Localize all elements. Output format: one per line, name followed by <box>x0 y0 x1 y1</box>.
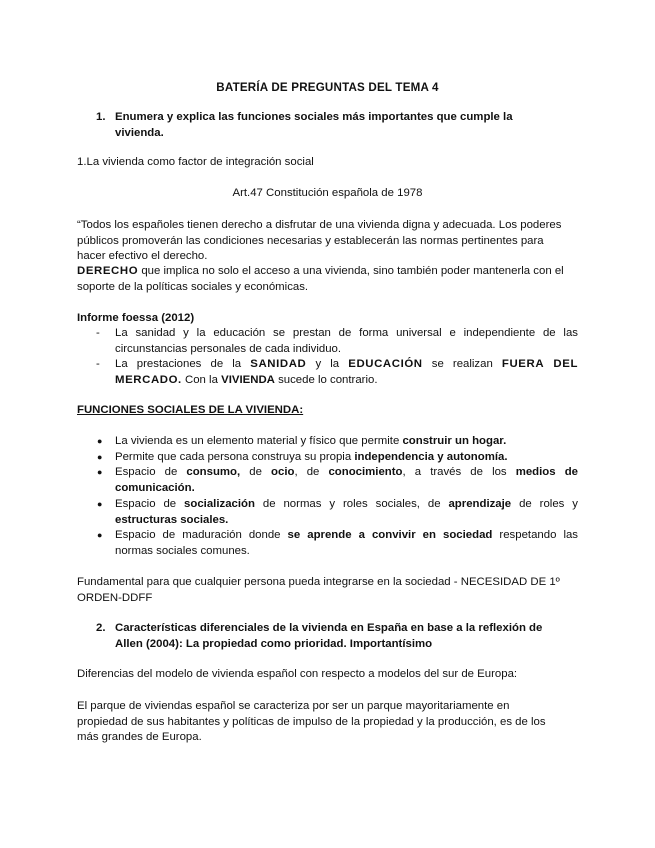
list-item <box>77 528 578 559</box>
list-item-text <box>115 465 578 496</box>
bold-term: construir un hogar. <box>402 435 507 447</box>
text-span: Espacio de <box>115 498 185 510</box>
list-item-text <box>115 528 578 559</box>
list-item <box>77 450 578 466</box>
question-line: Enumera y explica las funciones sociales más importantes que cumple la <box>115 111 513 123</box>
bullet-marker: ● <box>97 436 103 446</box>
question-number: 1. <box>96 111 106 123</box>
quote-paragraph <box>77 218 578 265</box>
bold-term: socialización <box>184 498 255 510</box>
text-line: más grandes de Europa. <box>77 731 202 743</box>
list-item <box>77 434 578 450</box>
dash-marker: - <box>96 327 100 339</box>
question-line: vivienda. <box>115 126 164 139</box>
text-span: y la <box>306 358 349 370</box>
fundamental-paragraph <box>77 575 578 606</box>
text-line <box>115 357 578 373</box>
list-item-text <box>115 357 578 388</box>
dash-marker: - <box>96 358 100 370</box>
text-line <box>115 497 578 513</box>
question-text <box>115 621 565 652</box>
bullet-marker: ● <box>97 467 103 477</box>
bold-term: independencia y autonomía. <box>354 451 508 463</box>
bold-term: VIVIENDA <box>221 373 275 386</box>
bold-term: se aprende a convivir en sociedad <box>287 529 493 541</box>
text-line <box>115 465 578 481</box>
paragraph-diferencias: Diferencias del modelo de vivienda español con respecto a modelos del sur de Europa: <box>77 668 518 680</box>
text-span: que implica no solo el acceso a una vivienda, sino también poder mantenerla con el <box>138 265 564 277</box>
text-span: respetando las <box>492 529 579 541</box>
text-span: , de <box>294 466 329 478</box>
bullet-marker: ● <box>97 530 103 540</box>
bold-term: comunicación. <box>115 481 195 494</box>
list-item <box>77 465 578 496</box>
paragraph-article: Art.47 Constitución española de 1978 <box>232 187 423 199</box>
text-span: La vivienda es un elemento material y físico que permite <box>115 435 403 447</box>
text-span: Espacio de <box>115 466 187 478</box>
derecho-paragraph <box>77 264 578 295</box>
list-item-text <box>115 434 578 450</box>
paragraph-factor: 1.La vivienda como factor de integración social <box>77 156 314 168</box>
question-number: 2. <box>96 622 106 634</box>
text-line: “Todos los españoles tienen derecho a disfrutar de una vivienda digna y adecuada. Los poderes <box>77 219 562 231</box>
page-title: BATERÍA DE PREGUNTAS DEL TEMA 4 <box>216 81 439 94</box>
text-span: , a través de los <box>402 466 516 478</box>
informe-heading: Informe foessa (2012) <box>77 312 195 324</box>
list-item-text <box>115 497 578 528</box>
list-item <box>77 497 578 528</box>
text-span: Con la <box>181 373 222 386</box>
bold-term: ocio <box>271 466 295 478</box>
bold-term: estructuras sociales. <box>115 513 229 526</box>
list-item-text <box>115 450 578 466</box>
text-line: normas sociales comunes. <box>115 544 250 557</box>
list-item <box>77 326 578 357</box>
text-span: Espacio de maduración donde <box>115 529 288 541</box>
bold-term: MERCADO. <box>115 373 182 386</box>
text-span: se realizan <box>422 358 502 370</box>
question-line: Allen (2004): La propiedad como prioridad. Importantísimo <box>115 637 433 650</box>
bold-term: DERECHO <box>77 265 139 277</box>
text-span: de roles y <box>511 498 578 510</box>
text-line: circunstancias personales de cada individuo. <box>115 342 342 355</box>
text-line: públicos promoverán las condiciones necesarias y establecerán las normas pertinentes para <box>77 234 544 247</box>
text-line <box>115 373 578 389</box>
underlined-heading: FUNCIONES SOCIALES DE LA VIVIENDA: <box>77 404 304 416</box>
text-line: ORDEN-DDFF <box>77 591 153 604</box>
bold-term: aprendizaje <box>448 498 512 510</box>
text-line <box>77 264 578 280</box>
bullet-marker: ● <box>97 452 103 462</box>
text-span: de <box>240 466 272 478</box>
text-span: sucede lo contrario. <box>274 373 378 386</box>
text-line <box>115 481 578 497</box>
parque-paragraph <box>77 699 578 746</box>
list-item-text <box>115 326 578 357</box>
question-line: Características diferenciales de la vivienda en España en base a la reflexión de <box>115 622 543 634</box>
text-line: hacer efectivo el derecho. <box>77 250 208 262</box>
text-span: La prestaciones de la <box>115 358 251 370</box>
text-line <box>115 528 578 544</box>
text-span: de normas y roles sociales, de <box>254 498 449 510</box>
text-line: soporte de la políticas sociales y económicas. <box>77 280 309 293</box>
question-text <box>115 110 555 141</box>
text-span: Permite que cada persona construya su propia <box>115 451 355 463</box>
bullet-marker: ● <box>97 499 103 509</box>
bold-term: conocimiento <box>328 466 403 478</box>
text-line: propiedad de sus habitantes y políticas de impulso de la propiedad y la producción, es de los <box>77 715 546 728</box>
bold-term: SANIDAD <box>250 358 307 370</box>
bold-term: consumo, <box>186 466 241 478</box>
text-line: El parque de viviendas español se caracteriza por ser un parque mayoritariamente en <box>77 700 510 712</box>
bold-term: medios de <box>515 466 578 478</box>
text-line: Fundamental para que cualquier persona pueda integrarse en la sociedad - NECESIDAD DE 1º <box>77 576 560 588</box>
text-line <box>115 513 578 529</box>
funciones-heading <box>77 403 578 419</box>
bold-term: FUERA DEL <box>501 358 579 370</box>
bold-term: EDUCACIÓN <box>348 358 423 370</box>
list-item <box>77 357 578 388</box>
text-line: La sanidad y la educación se prestan de forma universal e independiente de las <box>115 327 578 339</box>
